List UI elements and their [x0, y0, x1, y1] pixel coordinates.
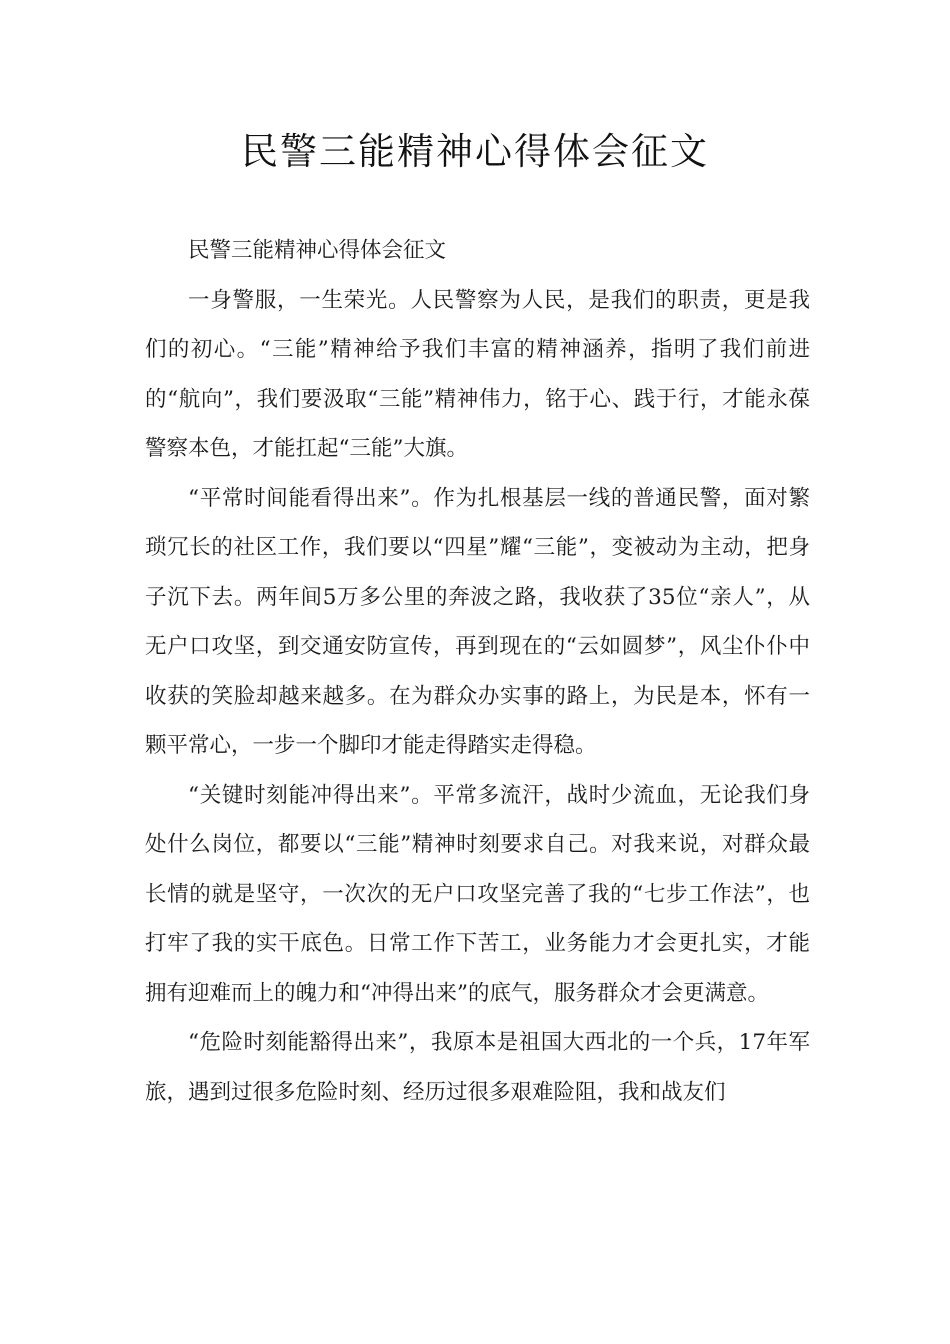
document-title: 民警三能精神心得体会征文 — [241, 130, 709, 173]
paragraph-intro: 一身警服，一生荣光。人民警察为人民，是我们的职责，更是我们的初心。“三能”精神给予我们丰富的精神涵养，指明了我们前进的“航向”，我们要汲取“三能”精神伟力，铭于心、践于行，才能永葆警察本色，才能扛起“三能”大旗。 — [145, 287, 810, 461]
paragraph-critical-moments: “关键时刻能冲得出来”。平常多流汗，战时少流血，无论我们身处什么岗位，都要以“三能”精神时刻要求自己。对我来说，对群众最长情的就是坚守，一次次的无户口攻坚完善了我的“七步工作法”，也打牢了我的实干底色。日常工作下苦工，业务能力才会更扎实，才能拥有迎难而上的魄力和“冲得出来”的底气，服务群众才会更满意。 — [145, 782, 810, 1006]
paragraph-subtitle: 民警三能精神心得体会征文 — [188, 238, 447, 263]
paragraph-dangerous-moments: “危险时刻能豁得出来”，我原本是祖国大西北的一个兵，17年军旅，遇到过很多危险时刻、经历过很多艰难险阻，我和战友们 — [145, 1030, 810, 1105]
document-body — [145, 226, 810, 1117]
paragraph-normal-times: “平常时间能看得出来”。作为扎根基层一线的普通民警，面对繁琐冗长的社区工作，我们要以“四星”耀“三能”，变被动为主动，把身子沉下去。两年间5万多公里的奔波之路，我收获了35位“亲人”，从无户口攻坚，到交通安防宣传，再到现在的“云如圆梦”，风尘仆仆中收获的笑脸却越来越多。在为群众办实事的路上，为民是本，怀有一颗平常心，一步一个脚印才能走得踏实走得稳。 — [145, 485, 810, 758]
